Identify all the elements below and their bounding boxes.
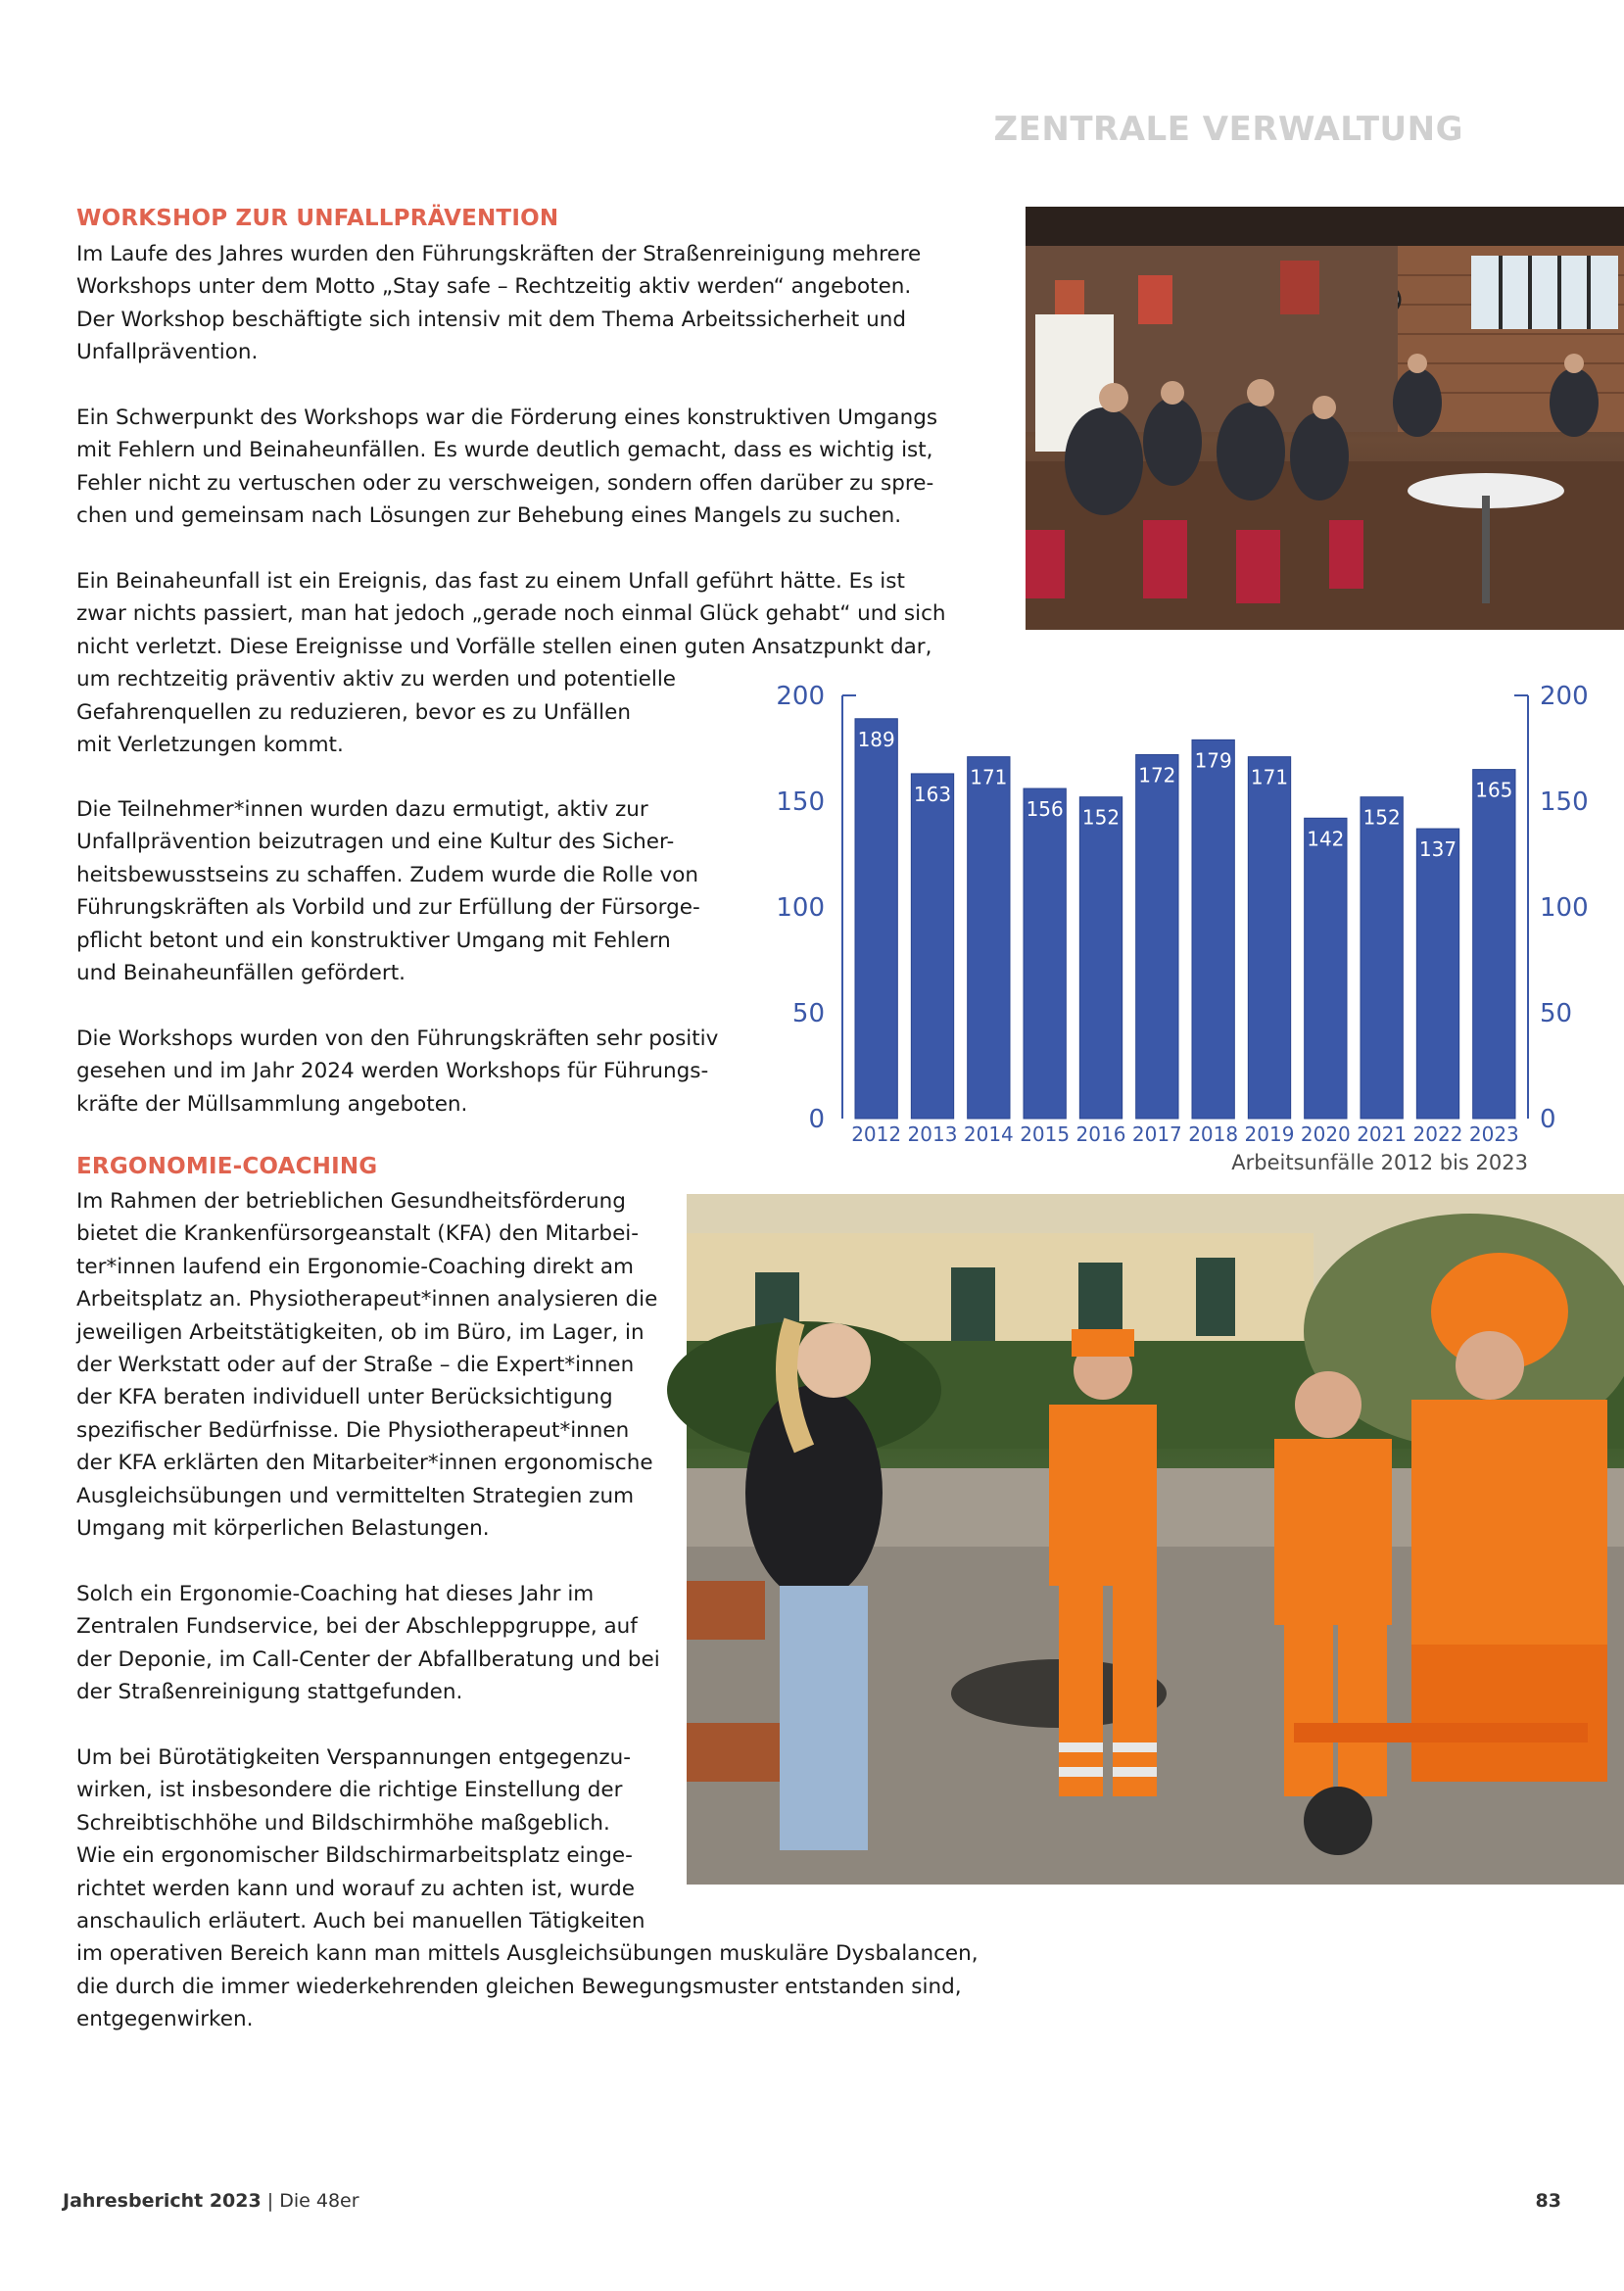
bar-value-label: 171	[1250, 765, 1289, 789]
x-tick-label: 2018	[1188, 1122, 1239, 1146]
bar-value-label: 189	[857, 727, 895, 751]
ergonomie-paragraph-1: Im Rahmen der betrieblichen Gesundheitsförderung bietet die Krankenfürsorgeanstalt (KFA) den Mitarbei- ter*innen laufend ein Ergonomie-Coaching direkt am Arbeitsplatz an. Physiotherapeut*innen analysieren die jeweiligen Arbeitstätigkeiten, ob im Büro, im Lager, in der Werkstatt oder auf der Straße – die Expert*innen der KFA beraten individuell unter Berücksichtigung spezifischer Bedürfnisse. Die Physiotherapeut*innen der KFA erklärten den Mitarbeiter*innen ergonomische Ausgleichsübungen und vermittelten Strategien zum Umgang mit körperlichen Belastungen.	[76, 1189, 658, 1542]
x-tick-label: 2021	[1357, 1122, 1408, 1146]
chart-caption: Arbeitsunfälle 2012 bis 2023	[1231, 1151, 1528, 1174]
bar-value-label: 156	[1026, 797, 1064, 822]
bar-value-label: 172	[1138, 763, 1176, 788]
x-tick-label: 2023	[1468, 1122, 1519, 1146]
x-tick-label: 2019	[1244, 1122, 1295, 1146]
bar	[1136, 754, 1178, 1119]
y-tick-label-right: 0	[1540, 1105, 1556, 1134]
y-tick-label-left: 100	[776, 893, 825, 923]
bar	[855, 719, 897, 1119]
bar-value-label: 179	[1194, 748, 1232, 773]
workshop-photo	[1026, 207, 1624, 630]
workshop-paragraph-3: Ein Beinaheunfall ist ein Ereignis, das fast zu einem Unfall geführt hätte. Es ist zwar nichts passiert, man hat jedoch „gerade noch einmal Glück gehabt“ und sich nicht verletzt. Diese Ereignisse und Vorfälle stellen einen guten Ansatzpunkt dar, um rechtzeitig präventiv aktiv zu werden und potentielle Gefahrenquellen zu reduzieren, bevor es zu Unfällen mit Verletzungen kommt.	[76, 569, 946, 758]
bar-value-label: 142	[1307, 827, 1345, 851]
workshop-paragraph-4: Die Teilnehmer*innen wurden dazu ermutigt, aktiv zur Unfallprävention beizutragen und eine Kultur des Sicher- heitsbewusstseins zu schaffen. Zudem wurde die Rolle von Führungskräften als Vorbild und zur Erfüllung der Fürsorge- pflicht betont und ein konstruktiver Umgang mit Fehlern und Beinaheunfällen gefördert.	[76, 797, 700, 986]
bar-value-label: 163	[913, 782, 952, 806]
x-tick-label: 2016	[1075, 1122, 1126, 1146]
workshop-heading: WORKSHOP ZUR UNFALLPRÄVENTION	[76, 206, 559, 231]
bar-value-label: 152	[1362, 805, 1401, 830]
x-tick-label: 2020	[1300, 1122, 1351, 1146]
ergonomie-paragraph-3: Um bei Bürotätigkeiten Verspannungen entgegenzu- wirken, ist insbesondere die richtige Einstellung der Schreibtischhöhe und Bildschirmhöhe maßgeblich. Wie ein ergonomischer Bildschirmarbeitsplatz einge- richtet werden kann und worauf zu achten ist, wurde anschaulich erläutert. Auch bei manuellen Tätigkeiten im operativen Bereich kann man mittels Ausgleichsübungen muskuläre Dysbalancen, die durch die immer wiederkehrenden gleichen Bewegungsmuster entstanden sind, entgegenwirken.	[76, 1745, 979, 2032]
x-tick-label: 2015	[1020, 1122, 1071, 1146]
bar-value-label: 171	[970, 765, 1008, 789]
bar	[1305, 818, 1347, 1119]
y-tick-label-left: 0	[808, 1105, 825, 1134]
x-tick-label: 2012	[851, 1122, 902, 1146]
bar	[1361, 797, 1403, 1119]
ergonomie-paragraph-2: Solch ein Ergonomie-Coaching hat dieses Jahr im Zentralen Fundservice, bei der Abschleppgruppe, auf der Deponie, im Call-Center der Abfallberatung und bei der Straßenreinigung stattgefunden.	[76, 1582, 660, 1705]
footer-separator: |	[261, 2190, 280, 2212]
bar	[968, 757, 1010, 1119]
bar	[1248, 757, 1290, 1119]
bar	[911, 774, 953, 1119]
bar-value-label: 137	[1418, 837, 1457, 862]
ergonomie-photo	[687, 1194, 1624, 1885]
footer-subtitle: Die 48er	[279, 2190, 359, 2212]
x-tick-label: 2014	[963, 1122, 1014, 1146]
y-tick-label-right: 50	[1540, 999, 1573, 1028]
bar-value-label: 152	[1081, 805, 1121, 830]
y-tick-label-right: 150	[1540, 788, 1589, 817]
ergonomie-heading: ERGONOMIE-COACHING	[76, 1154, 378, 1179]
workshop-paragraph-1: Im Laufe des Jahres wurden den Führungskräften der Straßenreinigung mehrere Workshops unter dem Motto „Stay safe – Rechtzeitig aktiv werden“ angeboten. Der Workshop beschäftigte sich intensiv mit dem Thema Arbeitssicherheit und Unfallprävention.	[76, 242, 922, 365]
page-number: 83	[1535, 2190, 1561, 2212]
y-tick-label-left: 150	[776, 788, 825, 817]
accidents-bar-chart	[764, 676, 1589, 1185]
workshop-paragraph-5: Die Workshops wurden von den Führungskräften sehr positiv gesehen und im Jahr 2024 werden Workshops für Führungs- kräfte der Müllsammlung angeboten.	[76, 1026, 719, 1117]
y-tick-label-right: 100	[1540, 893, 1589, 923]
section-header: ZENTRALE VERWALTUNG	[993, 110, 1463, 149]
workshop-paragraph-2: Ein Schwerpunkt des Workshops war die Förderung eines konstruktiven Umgangs mit Fehlern und Beinaheunfällen. Es wurde deutlich gemacht, dass es wichtig ist, Fehler nicht zu vertuschen oder zu verschweigen, sondern offen darüber zu spre- chen und gemeinsam nach Lösungen zur Behebung eines Mangels zu suchen.	[76, 406, 938, 529]
bar	[1473, 770, 1515, 1119]
y-tick-label-right: 200	[1540, 682, 1589, 711]
bar	[1192, 740, 1234, 1119]
footer	[63, 2190, 359, 2212]
x-tick-label: 2022	[1412, 1122, 1463, 1146]
bar-value-label: 165	[1475, 778, 1513, 802]
bar	[1416, 829, 1458, 1119]
bar	[1024, 788, 1066, 1119]
y-tick-label-left: 50	[791, 999, 825, 1028]
footer-report: Jahresbericht 2023	[63, 2190, 262, 2212]
y-tick-label-left: 200	[776, 682, 825, 711]
x-tick-label: 2017	[1131, 1122, 1182, 1146]
bar	[1079, 797, 1122, 1119]
x-tick-label: 2013	[907, 1122, 958, 1146]
